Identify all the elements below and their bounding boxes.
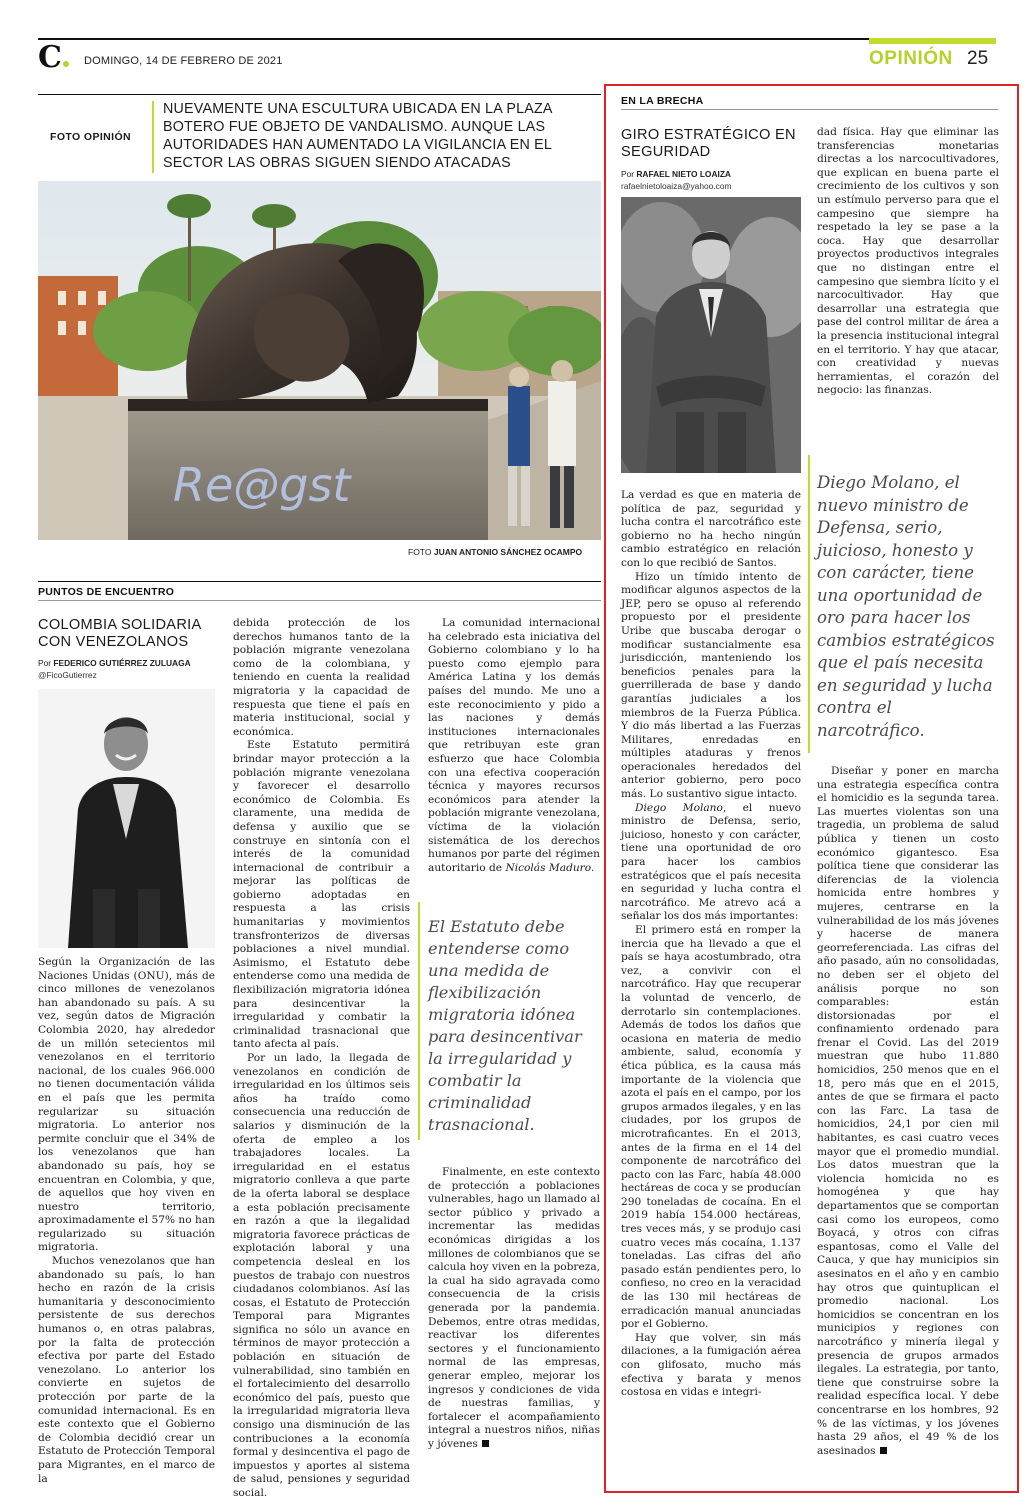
section-accent-bar bbox=[869, 38, 996, 44]
puntos-rule bbox=[38, 581, 601, 582]
page-number: 25 bbox=[967, 48, 989, 69]
puntos-column-2 bbox=[233, 617, 410, 1501]
puntos-section-title: PUNTOS DE ENCUENTRO bbox=[38, 586, 175, 598]
puntos-column-3-top bbox=[428, 617, 600, 875]
brecha-section-title: EN LA BRECHA bbox=[621, 95, 704, 107]
puntos-handle: @FicoGutierrez bbox=[38, 670, 97, 680]
puntos-column-3-bottom bbox=[428, 1166, 600, 1451]
paragraph: Hizo un tímido intento de modificar algunos aspectos de la JEP, pero se opuso al referendo propuesto por el presidente Uribe que buscaba derogar o modificar sustancialmente esa jurisdicción, manteniendo los beneficios penales para la guerrillerada de base y dando garantías judiciales a los miembros de la Fuerza Pública. Y dio más libertad a las Fuerzas Militares, enredadas en múltiples ataduras y frenos operacionales heredados del anterior gobierno, pero poco más. Lo sustantivo sigue intacto. bbox=[621, 570, 801, 801]
portrait-illustration bbox=[38, 689, 215, 948]
author-portrait-gutierrez bbox=[38, 689, 215, 948]
paragraph: Hay que volver, sin más dilaciones, a la fumigación aérea con glifosato, mucho más efectiva y barata y menos costosa en vidas e integri- bbox=[621, 1331, 801, 1399]
newspaper-logo[interactable]: C bbox=[38, 41, 69, 75]
author-portrait-nieto bbox=[621, 197, 801, 473]
dateline: DOMINGO, 14 DE FEBRERO DE 2021 bbox=[84, 55, 283, 67]
graffiti-tag: Re@gst bbox=[173, 458, 351, 512]
puntos-pullquote: El Estatuto debe entenderse como una medida de flexibilización migratoria idónea para desincentivar la irregularidad y combatir la criminalidad trasnacional. bbox=[428, 917, 582, 1134]
brecha-subrule bbox=[621, 109, 998, 110]
end-mark bbox=[880, 1447, 887, 1454]
paragraph: Diseñar y poner en marcha una estrategia específica contra el homicidio es la segunda tarea. Las muertes violentas son una tragedia, un problema de salud pública y tienen un costo económico gigantesco. Esa política tiene que considerar las diferencias de la violencia homicida entre hombres y mujeres, centrarse en la vulnerabilidad de los más jóvenes y hacerse de manera georreferenciada. Las cifras del año pasado, aún no consolidadas, no deben ser el objeto del análisis porque no son comparables: están distorsionadas por el confinamiento ordenado para frenar el Covid. Las del 2019 muestran que hubo 11.880 homicidios, 250 menos que en el 18, pero más que en el 2015, antes de que se firmara el pacto con las Farc. La tasa de homicidios, 24,1 por cien mil habitantes, es casi cuatro veces mayor que el promedio mundial. Los datos muestran que la violencia homicida no es homogénea y que hay departamentos que se comportan casi como los europeos, como Boyacá, y otros con cifras espantosas, como el Valle del Cauca, y que hay municipios sin asesinatos en el año y en cambio hay otros que quintuplican el promedio nacional. Los homicidios se concentran en los municipios y regiones con narcotráfico y minería ilegal y presencia de grupos armados ilegales. La estrategia, por tanto, tiene que construirse sobre la realidad específica local. Y debe concentrarse en los hombres, 92 % de las víctimas, y los jóvenes hasta 29 años, el 49 % de los asesinados bbox=[817, 765, 999, 1457]
paragraph: dad física. Hay que eliminar las transferencias monetarias directas a los narcocultivadores, que explican en buena parte el crecimiento de los cultivos y son un estímulo perverso para que el campesino que siempre ha respetado la ley se pase a la coca. Hay que desarrollar proyectos productivos integrales que no distingan entre el campesino que siembra lícito y el narcocultivador. Hay que desarrollar una estrategia que pase del control militar de área a la presencia institucional integral en el territorio. Y hay que atacar, con creatividad y nuevas herramientas, el corazón del negocio: las finanzas. bbox=[817, 126, 999, 397]
brecha-pullquote: Diego Molano, el nuevo ministro de Defensa, serio, juicioso, honesto y con carácter, tiene una oportunidad de oro para hacer los cambios estratégicos que el país necesita en seguridad y lucha contra el narcotráfico. bbox=[817, 473, 995, 740]
paragraph: Finalmente, en este contexto de protección a poblaciones vulnerables, hago un llamado al sector público y privado a incrementar las medidas económicas dirigidas a los millones de colombianos que se calcula hoy viven en la pobreza, la cual ha sido agravada como consecuencia de la crisis generada por la pandemia. Debemos, entre otras medidas, reactivar los diferentes sectores y el funcionamiento normal de las empresas, generar empleo, mejorar los ingresos y condiciones de vida de nuestras familias, y fortalecer el acompañamiento integral a nuestros niños, niñas y jóvenes bbox=[428, 1166, 600, 1450]
puntos-byline: Por FEDERICO GUTIÉRREZ ZULUAGA bbox=[38, 658, 191, 668]
foto-opinion-accent bbox=[152, 101, 154, 173]
paragraph: Este Estatuto permitirá brindar mayor protección a la población migrante venezolana y favorecer el desarrollo económico de Colombia. Es claramente, una medida de defensa y auxilio que se construye en sintonía con el interés de la comunidad internacional de contribuir a mejorar las políticas de gobierno adoptadas en respuesta a las crisis humanitarias y movimientos transfronterizos de diversas poblaciones a nivel mundial. Asimismo, el Estatuto debe entenderse como una medida de flexibilización migratoria idónea para desincentivar la irregularidad y combatir la criminalidad trasnacional que tanto afecta al país. bbox=[233, 739, 410, 1051]
puntos-pullquote-bar bbox=[418, 902, 420, 1140]
brecha-column-2-bottom bbox=[817, 765, 999, 1458]
paragraph: Por un lado, la llegada de venezolanos en condición de irregularidad en los últimos seis años ha traído como consecuencia una reducción de salarios y disminución de la oferta de empleo a los trabajadores locales. La irregularidad en el estatus migratorio conlleva a que parte de la oferta laboral se desplace a esta población precisamente en razón a que la ilegalidad migratoria favorece prácticas de explotación laboral y una competencia desleal en los puestos de trabajo con nuestros ciudadanos colombianos. Así las cosas, el Estatuto de Protección Temporal para Migrantes significa no sólo un avance en términos de mayor protección a población en situación de vulnerabilidad, sino también en el fortalecimiento del desarrollo económico del país, puesto que la irregularidad migratoria lleva consigo una disminución de las contribuciones a la economía formal y desincentiva el pago de impuestos y aportes al sistema de salud, pensiones y seguridad social. bbox=[233, 1052, 410, 1499]
brecha-pullquote-bar bbox=[808, 455, 810, 753]
puntos-headline: COLOMBIA SOLIDARIA CON VENEZOLANOS bbox=[38, 617, 201, 650]
photo-caption: FOTO JUAN ANTONIO SÁNCHEZ OCAMPO bbox=[408, 547, 583, 557]
masthead-rule bbox=[38, 38, 996, 40]
paragraph: Muchos venezolanos que han abandonado su país, lo han hecho en razón de la crisis humanitaria y desconocimiento persistente de sus derechos humanos o, en otras palabras, por la falta de protección efectiva por parte del Estado venezolano. Lo anterior los convierte en sujetos de protección por parte de la comunidad internacional. Es en este contexto que el Gobierno de Colombia decidió crear un Estatuto de Protección Temporal para Migrantes, en el marco de la bbox=[38, 1255, 215, 1485]
foto-opinion-label: FOTO OPINIÓN bbox=[50, 131, 132, 143]
brecha-column-1 bbox=[621, 489, 801, 1400]
botero-sculpture-photo[interactable] bbox=[38, 181, 601, 540]
paragraph: La comunidad internacional ha celebrado esta iniciativa del Gobierno colombiano y lo ha puesto como ejemplo para América Latina y los demás países del mundo. Me uno a este reconocimiento y pido a las naciones y demás instituciones internacionales que retribuyan este gran esfuerzo que hace Colombia con una efectiva cooperación técnica y mayores recursos económicos para atender la población migrante venezolana, víctima de la violación sistemática de los derechos humanos por parte del régimen autoritario de Nicolás Maduro. bbox=[428, 617, 600, 874]
paragraph: Diego Molano, el nuevo ministro de Defensa, serio, juicioso, honesto y con carácter, tiene una oportunidad de oro para hacer los cambios estratégicos que el país necesita en seguridad y lucha contra el narcotráfico. Me atrevo acá a señalar los dos más importantes: bbox=[621, 801, 801, 923]
brecha-email[interactable]: rafaelnietoloaiza@yahoo.com bbox=[621, 181, 732, 191]
foto-opinion-text: NUEVAMENTE UNA ESCULTURA UBICADA EN LA PLAZA BOTERO FUE OBJETO DE VANDALISMO. AUNQUE LAS AUTORIDADES HAN AUMENTADO LA VIGILANCIA EN EL SECTOR LAS OBRAS SIGUEN SIENDO ATACADAS bbox=[163, 101, 552, 171]
brecha-byline: Por RAFAEL NIETO LOAIZA bbox=[621, 169, 731, 179]
foto-opinion-rule bbox=[38, 94, 601, 95]
end-mark bbox=[482, 1440, 489, 1447]
paragraph: Según la Organización de las Naciones Unidas (ONU), más de cinco millones de venezolanos han abandonado su país. A su vez, según datos de Migración Colombia 2020, hay alrededor de un millón setecientos mil venezolanos en el territorio nacional, de los cuales 966.000 no tienen documentación válida en el país que les permita regularizar su situación migratoria. Lo anterior nos permite concluir que el 34% de los venezolanos que han abandonado su país, hoy se encuentran en Colombia, y que, de aquellos que hoy viven en nuestro territorio, aproximadamente el 57% no han regularizado su situación migratoria. bbox=[38, 956, 215, 1254]
logo-dot bbox=[63, 61, 69, 67]
paragraph: debida protección de los derechos humanos tanto de la población migrante venezolana como de la colombiana, y teniendo en cuenta la realidad migratoria y la capacidad de respuesta que tiene el país en materia institucional, social y económica. bbox=[233, 617, 410, 738]
brecha-column-2-top bbox=[817, 126, 999, 398]
paragraph: El primero está en romper la inercia que ha llevado a que el país se haya acostumbrado, otra vez, a convivir con el narcotráfico. Hay que recuperar la voluntad de vencerlo, de derrotarlo sin contemplaciones. Además de todos los daños que ocasiona en materia de medio ambiente, salud, economía y ética pública, es la causa más importante de la violencia que azota el país en el campo, por los grupos armados ilegales, y en las ciudades, por los grupos de microtraficantes. En el 2013, antes de la firma en el 14 del componente de narcotráfico del pacto con las Farc, había 48.000 hectáreas de coca y se producían 290 toneladas de cocaína. En el 2019 había 154.000 hectáreas, tres veces más, y se produjo casi cuatro veces más cocaína, 1.137 toneladas. Las cifras del año pasado están pendientes pero, lo confieso, no creo en la veracidad de las 130 mil hectáreas de erradicación manual anunciadas por el Gobierno. bbox=[621, 924, 801, 1331]
portrait-illustration bbox=[621, 197, 801, 473]
section-name: OPINIÓN bbox=[869, 48, 953, 69]
sculpture-photo-illustration bbox=[38, 181, 601, 540]
brecha-headline: GIRO ESTRATÉGICO EN SEGURIDAD bbox=[621, 127, 796, 160]
puntos-subrule bbox=[38, 600, 601, 601]
paragraph: La verdad es que en materia de política de paz, seguridad y lucha contra el narcotráfico este gobierno no ha hecho ningún cambio estratégico en relación con lo que recibió de Santos. bbox=[621, 489, 801, 569]
puntos-column-1 bbox=[38, 956, 215, 1486]
